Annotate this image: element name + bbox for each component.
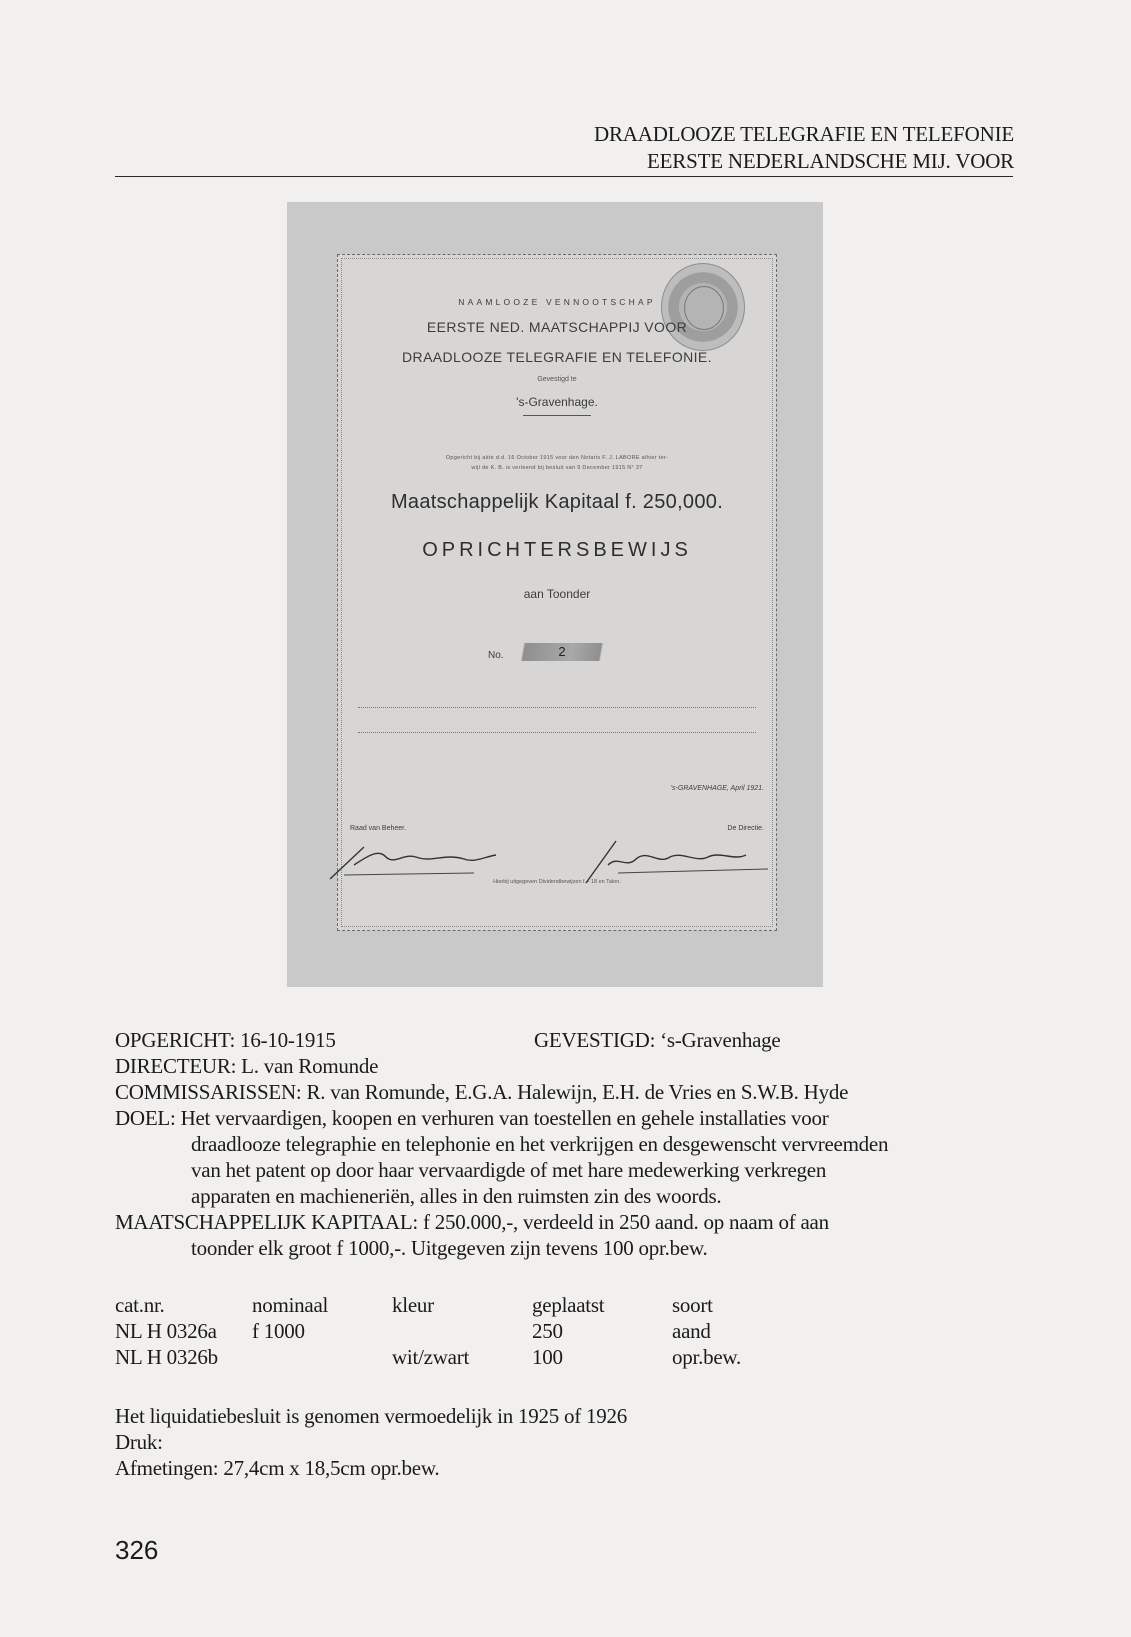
cert-dotted-line bbox=[358, 732, 756, 733]
cert-gevestigd: Gevestigd te bbox=[537, 376, 577, 383]
table-row bbox=[115, 1318, 792, 1344]
cert-dotted-line bbox=[358, 707, 756, 708]
seal-icon bbox=[661, 263, 745, 351]
cert-rule bbox=[523, 415, 591, 416]
catalog-table bbox=[115, 1292, 792, 1370]
opgericht: OPGERICHT: 16-10-1915 bbox=[115, 1028, 336, 1052]
table-row bbox=[115, 1344, 792, 1370]
kapitaal-line-2: toonder elk groot f 1000,-. Uitgegeven zijn tevens 100 opr.bew. bbox=[191, 1236, 708, 1260]
cert-capital: Maatschappelijk Kapitaal f. 250,000. bbox=[390, 491, 724, 513]
druk: Druk: bbox=[115, 1430, 163, 1454]
cell-catnr: NL H 0326b bbox=[115, 1345, 218, 1369]
header-soort: soort bbox=[672, 1293, 713, 1317]
cert-founding-line-2: wijl de K. B. is verleend bij besluit van 9 December 1915 N° 37 bbox=[471, 465, 643, 471]
cert-place-date: 's-GRAVENHAGE, April 1921. bbox=[670, 785, 764, 792]
cert-directie-label: De Directie. bbox=[727, 825, 764, 832]
doel-line-4: apparaten en machieneriën, alles in den ruimsten zin des woords. bbox=[191, 1184, 722, 1208]
cert-company-line-1: EERSTE NED. MAATSCHAPPIJ VOOR bbox=[426, 319, 688, 335]
header-catnr: cat.nr. bbox=[115, 1293, 165, 1317]
cell-nominaal bbox=[252, 1344, 392, 1370]
signature-left-icon bbox=[324, 835, 504, 883]
cert-founding-line-1: Opgericht bij akte d.d. 16 October 1915 voor den Notaris F. J. LABORE alhier ter- bbox=[445, 455, 669, 461]
cert-number-value: 2 bbox=[516, 643, 608, 661]
cell-nominaal: f 1000 bbox=[252, 1319, 305, 1343]
cert-dividend-line: Hierbij uitgegeven Dividendbewijzen f. - 18 en Talon. bbox=[493, 879, 621, 885]
directeur: DIRECTEUR: L. van Romunde bbox=[115, 1054, 379, 1078]
kapitaal-line-1: MAATSCHAPPELIJK KAPITAAL: f 250.000,-, verdeeld in 250 aand. op naam of aan bbox=[115, 1210, 829, 1234]
header-line-1: DRAADLOOZE TELEGRAFIE EN TELEFONIE bbox=[594, 122, 1014, 146]
certificate bbox=[337, 254, 777, 931]
header-line-2: EERSTE NEDERLANDSCHE MIJ. VOOR bbox=[647, 149, 1014, 173]
cell-soort: aand bbox=[672, 1319, 711, 1343]
cell-geplaatst: 100 bbox=[532, 1345, 563, 1369]
gevestigd: GEVESTIGD: ‘s-Gravenhage bbox=[534, 1028, 781, 1052]
cell-soort: opr.bew. bbox=[672, 1345, 741, 1369]
commissarissen: COMMISSARISSEN: R. van Romunde, E.G.A. Halewijn, E.H. de Vries en S.W.B. Hyde bbox=[115, 1080, 849, 1104]
afmetingen: Afmetingen: 27,4cm x 18,5cm opr.bew. bbox=[115, 1456, 440, 1480]
header-nominaal: nominaal bbox=[252, 1293, 329, 1317]
header-geplaatst: geplaatst bbox=[532, 1293, 605, 1317]
table-header-row bbox=[115, 1292, 792, 1318]
doel-line-3: van het patent op door haar vervaardigde of met hare medewerking verkregen bbox=[191, 1158, 827, 1182]
page-number: 326 bbox=[115, 1535, 159, 1565]
cert-aan-toonder: aan Toonder bbox=[523, 587, 591, 601]
header-rule bbox=[115, 176, 1013, 177]
cell-catnr: NL H 0326a bbox=[115, 1319, 217, 1343]
cert-number-label: No. bbox=[488, 650, 504, 661]
cert-company-line-2: DRAADLOOZE TELEGRAFIE EN TELEFONIE. bbox=[402, 349, 712, 365]
cert-title: OPRICHTERSBEWIJS bbox=[422, 539, 692, 561]
running-header bbox=[594, 121, 1014, 175]
doel-line-1: DOEL: Het vervaardigen, koopen en verhuren van toestellen en gehele installaties voor bbox=[115, 1106, 829, 1130]
certificate-photo bbox=[287, 202, 823, 987]
cell-kleur bbox=[392, 1318, 532, 1344]
doel-line-2: draadlooze telegraphie en telephonie en het verkrijgen en desgewenscht vervreemden bbox=[191, 1132, 889, 1156]
cell-geplaatst: 250 bbox=[532, 1319, 563, 1343]
header-kleur: kleur bbox=[392, 1293, 434, 1317]
liquidatie: Het liquidatiebesluit is genomen vermoedelijk in 1925 of 1926 bbox=[115, 1404, 627, 1428]
cert-nv-label: NAAMLOOZE VENNOOTSCHAP bbox=[458, 297, 656, 307]
cert-city: 's-Gravenhage. bbox=[516, 395, 598, 409]
cell-kleur: wit/zwart bbox=[392, 1345, 470, 1369]
cert-raad-label: Raad van Beheer. bbox=[350, 825, 407, 832]
